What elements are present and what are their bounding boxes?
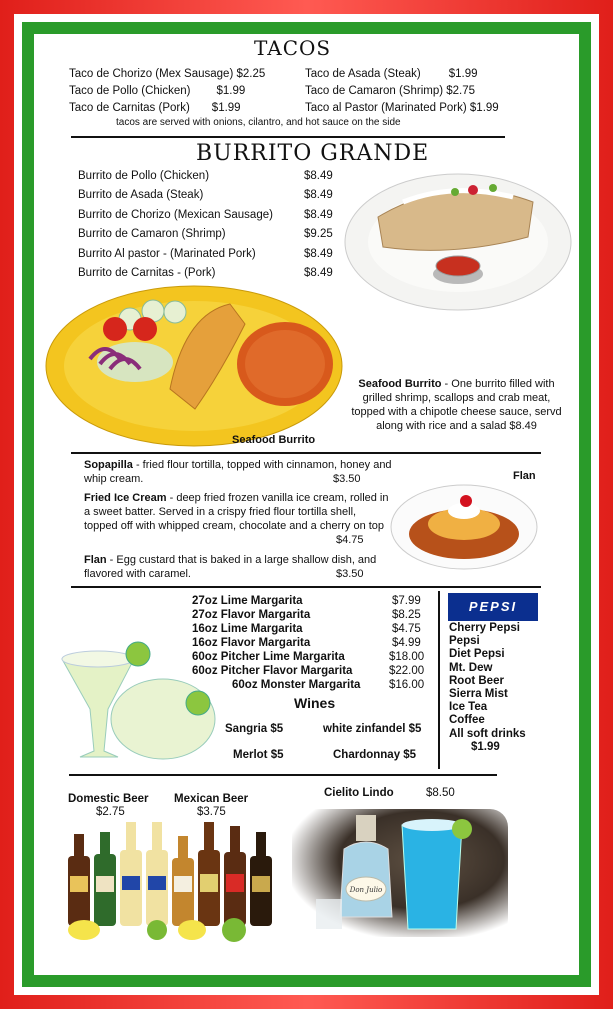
sopapilla-item: Sopapilla - fried flour tortilla, topped with cinnamon, honey and whip cream. $3.50	[84, 459, 392, 485]
cielito-lindo-label: Cielito Lindo	[324, 787, 394, 799]
soft-drink-item: Pepsi	[449, 635, 480, 648]
margarita-item: 27oz Lime Margarita $7.99	[192, 595, 421, 607]
divider	[71, 586, 541, 588]
wine-merlot: Merlot $5	[233, 749, 284, 761]
taco-item: Taco de Pollo (Chicken) $1.99	[69, 85, 246, 97]
menu-page	[34, 34, 579, 975]
margarita-list	[192, 594, 437, 692]
burrito-item: Burrito Al pastor - (Marinated Pork) $8.49	[78, 247, 333, 260]
burrito-item: Burrito de Carnitas - (Pork) $8.49	[78, 266, 333, 279]
divider	[71, 136, 505, 138]
burrito-item: Burrito de Chorizo (Mexican Sausage) $8.49	[78, 208, 333, 221]
taco-item: Taco de Camaron (Shrimp) $2.75	[305, 85, 476, 97]
margarita-item: 60oz Monster Margarita $16.00	[232, 679, 425, 691]
soft-drink-item: Ice Tea	[449, 701, 488, 714]
seafood-burrito-caption: Seafood Burrito	[232, 434, 316, 446]
domestic-beer-label: Domestic Beer	[68, 793, 149, 805]
burrito-item: Burrito de Pollo (Chicken) $8.49	[78, 170, 333, 182]
divider	[69, 774, 497, 776]
wines-title: Wines	[294, 695, 336, 711]
margarita-item: 16oz Flavor Margarita $4.99	[192, 637, 421, 649]
cielito-lindo-photo	[292, 809, 508, 937]
taco-item: Taco de Carnitas (Pork) $1.99	[69, 102, 241, 114]
burrito-title: BURRITO GRANDE	[196, 141, 430, 166]
tacos-note: tacos are served with onions, cilantro, and hot sauce on the side	[116, 117, 401, 128]
margarita-item: 27oz Flavor Margarita $8.25	[192, 609, 421, 621]
domestic-beer-price: $2.75	[96, 806, 125, 818]
divider-vertical	[438, 591, 440, 769]
fried-ice-cream-item: Fried Ice Cream - deep fried frozen vanilla ice cream, rolled in a sweet batter. Served in a crispy fried flour tortilla shell, topped off with whipped cream, chocolate and a cherry on top $4.75	[84, 492, 389, 546]
soft-drink-item: Sierra Mist	[449, 688, 508, 701]
margarita-item: 16oz Lime Margarita $4.75	[192, 623, 421, 635]
soft-drink-item: All soft drinks	[449, 727, 526, 740]
taco-item: Taco de Chorizo (Mex Sausage) $2.25	[69, 68, 266, 80]
beer-bottles-photo	[62, 816, 292, 944]
burrito-list	[78, 170, 340, 286]
soft-drink-list	[449, 622, 526, 754]
margarita-photo	[58, 639, 218, 769]
margarita-item: 60oz Pitcher Lime Margarita $18.00	[192, 651, 425, 663]
seafood-burrito-photo	[45, 284, 343, 448]
burrito-plate-photo	[343, 162, 573, 314]
pepsi-logo: PEPSI	[448, 593, 538, 621]
flan-caption: Flan	[513, 470, 536, 482]
soft-drink-item: Root Beer	[449, 674, 504, 687]
mexican-beer-label: Mexican Beer	[174, 793, 249, 805]
wine-white-zinfandel: white zinfandel $5	[323, 723, 422, 735]
burrito-item: Burrito de Asada (Steak) $8.49	[78, 189, 333, 202]
wine-chardonnay: Chardonnay $5	[333, 749, 417, 761]
burrito-item: Burrito de Camaron (Shrimp) $9.25	[78, 228, 333, 241]
taco-item: Taco de Asada (Steak) $1.99	[305, 68, 478, 80]
taco-item: Taco al Pastor (Marinated Pork) $1.99	[305, 102, 499, 114]
soft-drink-item: Coffee	[449, 714, 485, 727]
cielito-lindo-price: $8.50	[426, 787, 455, 799]
flan-photo	[390, 479, 538, 571]
tequila-label: Don Julio	[349, 886, 383, 894]
divider	[71, 452, 541, 454]
flan-item: Flan - Egg custard that is baked in a large shallow dish, and flavored with caramel. $3.50	[84, 554, 377, 580]
mexican-beer-price: $3.75	[197, 806, 226, 818]
tacos-title: TACOS	[254, 36, 332, 60]
margarita-item: 60oz Pitcher Flavor Margarita $22.00	[192, 665, 425, 677]
soft-drink-item: Cherry Pepsi	[449, 622, 520, 634]
soft-drink-item: Diet Pepsi	[449, 648, 505, 661]
soft-drink-item: Mt. Dew	[449, 661, 493, 674]
seafood-burrito-desc: Seafood Burrito - One burrito filled with grilled shrimp, scallops and crab meat, topped with a chipotle cheese sauce, servd along with rice and a salad $8.49	[351, 378, 562, 432]
soft-drink-price: $1.99	[471, 740, 500, 753]
wine-sangria: Sangria $5	[225, 723, 284, 735]
